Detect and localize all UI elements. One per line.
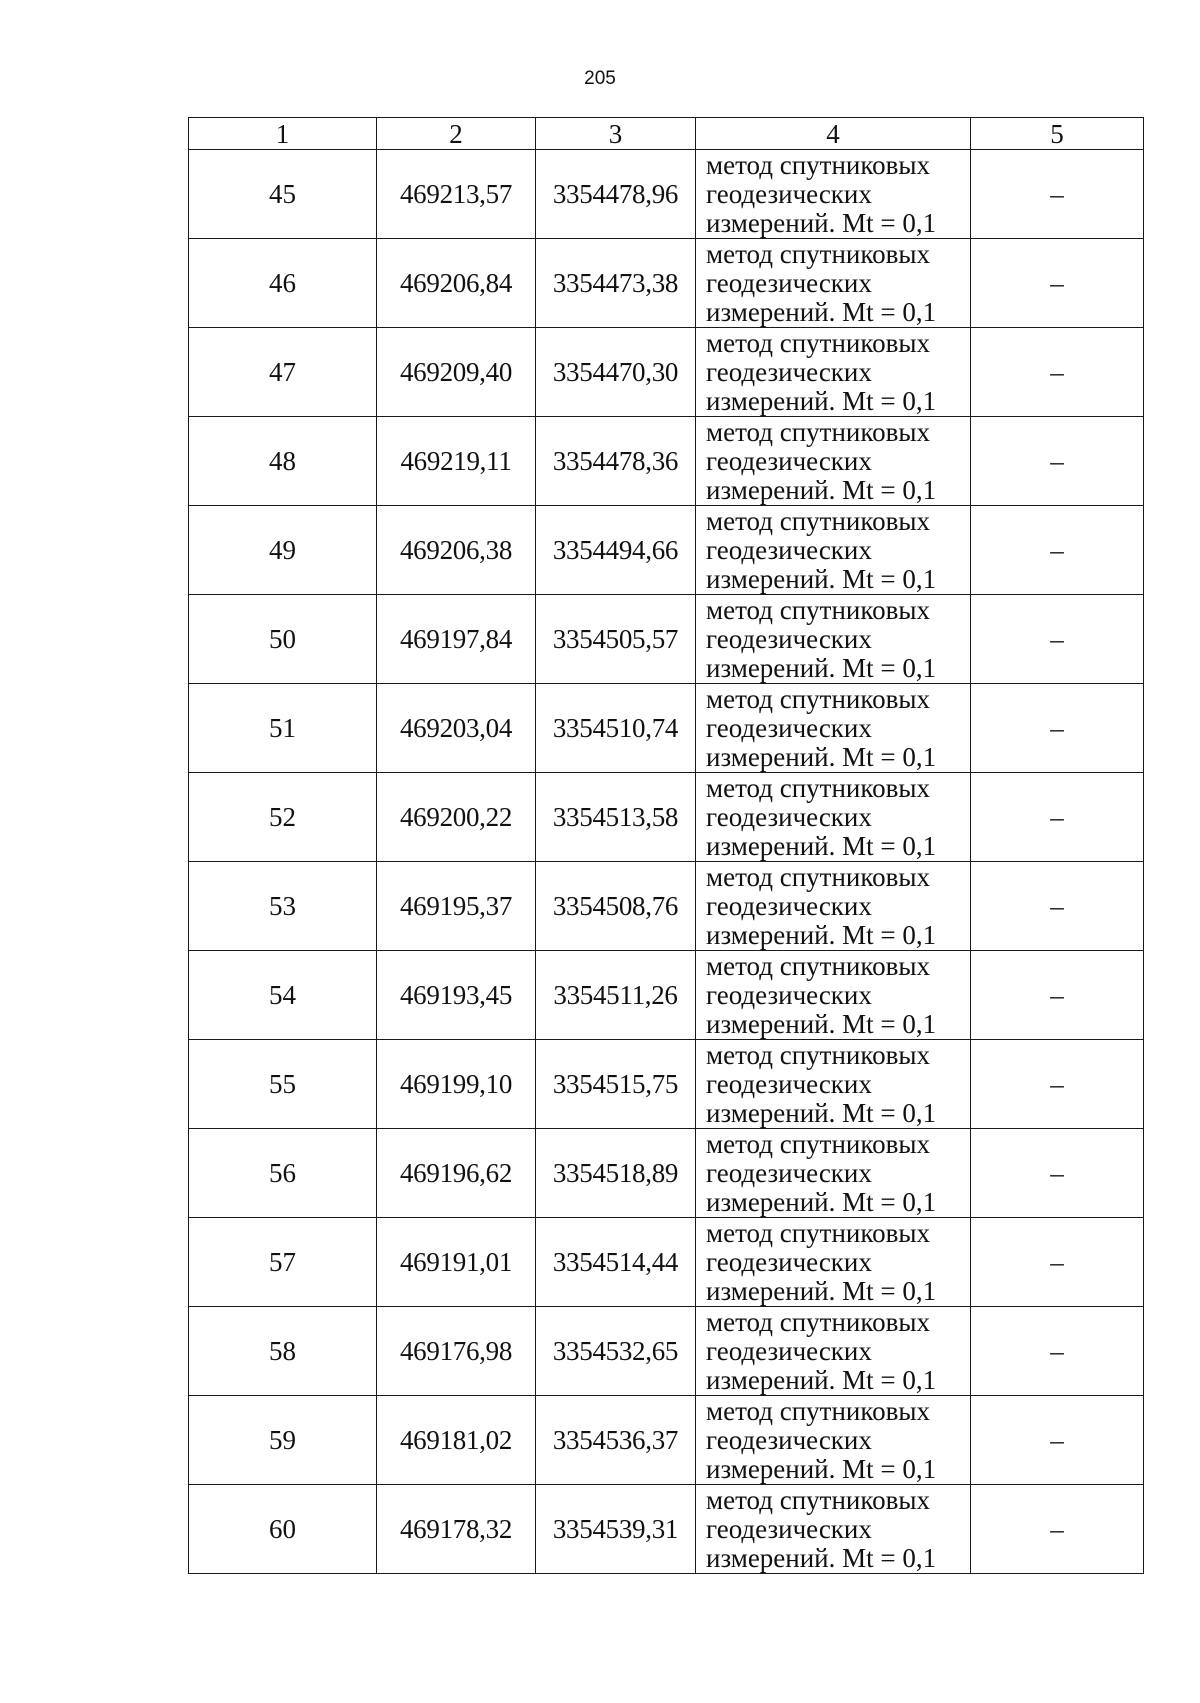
column-header: 5 bbox=[971, 118, 1144, 150]
method-line: измерений. Mt = 0,1 bbox=[706, 919, 937, 950]
method-line: измерений. Mt = 0,1 bbox=[706, 1364, 937, 1395]
method-line: метод спутниковых bbox=[706, 1306, 930, 1337]
y-coordinate-cell: 3354494,66 bbox=[536, 506, 696, 595]
note-cell: – bbox=[971, 1040, 1144, 1129]
method-line: геодезических bbox=[706, 445, 872, 476]
method-line: измерений. Mt = 0,1 bbox=[706, 563, 937, 594]
table-row bbox=[189, 862, 1144, 951]
x-coordinate-cell: 469199,10 bbox=[377, 1040, 536, 1129]
y-coordinate-cell: 3354505,57 bbox=[536, 595, 696, 684]
method-cell bbox=[696, 328, 971, 417]
y-coordinate-cell: 3354508,76 bbox=[536, 862, 696, 951]
y-coordinate-cell: 3354518,89 bbox=[536, 1129, 696, 1218]
table-row bbox=[189, 239, 1144, 328]
method-line: метод спутниковых bbox=[706, 1128, 930, 1159]
x-coordinate-cell: 469181,02 bbox=[377, 1396, 536, 1485]
point-number-cell: 46 bbox=[189, 239, 377, 328]
method-line: геодезических bbox=[706, 1246, 872, 1277]
table-row bbox=[189, 773, 1144, 862]
note-cell: – bbox=[971, 1485, 1144, 1574]
y-coordinate-cell: 3354470,30 bbox=[536, 328, 696, 417]
method-line: метод спутниковых bbox=[706, 1039, 930, 1070]
method-cell bbox=[696, 1040, 971, 1129]
method-line: измерений. Mt = 0,1 bbox=[706, 296, 937, 327]
method-line: метод спутниковых bbox=[706, 1484, 930, 1515]
method-line: метод спутниковых bbox=[706, 1217, 930, 1248]
note-cell: – bbox=[971, 1396, 1144, 1485]
y-coordinate-cell: 3354511,26 bbox=[536, 951, 696, 1040]
note-cell: – bbox=[971, 773, 1144, 862]
point-number-cell: 48 bbox=[189, 417, 377, 506]
method-line: метод спутниковых bbox=[706, 238, 930, 269]
method-cell bbox=[696, 684, 971, 773]
note-cell: – bbox=[971, 1218, 1144, 1307]
method-line: геодезических bbox=[706, 534, 872, 565]
method-line: измерений. Mt = 0,1 bbox=[706, 1186, 937, 1217]
method-cell bbox=[696, 951, 971, 1040]
note-cell: – bbox=[971, 684, 1144, 773]
method-line: геодезических bbox=[706, 356, 872, 387]
x-coordinate-cell: 469178,32 bbox=[377, 1485, 536, 1574]
y-coordinate-cell: 3354478,36 bbox=[536, 417, 696, 506]
method-line: геодезических bbox=[706, 1068, 872, 1099]
point-number-cell: 54 bbox=[189, 951, 377, 1040]
table-row bbox=[189, 1218, 1144, 1307]
x-coordinate-cell: 469219,11 bbox=[377, 417, 536, 506]
x-coordinate-cell: 469213,57 bbox=[377, 150, 536, 239]
table-row bbox=[189, 328, 1144, 417]
y-coordinate-cell: 3354514,44 bbox=[536, 1218, 696, 1307]
method-line: геодезических bbox=[706, 979, 872, 1010]
table-row bbox=[189, 684, 1144, 773]
table-row bbox=[189, 417, 1144, 506]
y-coordinate-cell: 3354532,65 bbox=[536, 1307, 696, 1396]
method-line: геодезических bbox=[706, 1424, 872, 1455]
note-cell: – bbox=[971, 417, 1144, 506]
point-number-cell: 51 bbox=[189, 684, 377, 773]
point-number-cell: 60 bbox=[189, 1485, 377, 1574]
table-row bbox=[189, 595, 1144, 684]
point-number-cell: 52 bbox=[189, 773, 377, 862]
table-row bbox=[189, 1307, 1144, 1396]
method-line: метод спутниковых bbox=[706, 950, 930, 981]
table-row bbox=[189, 506, 1144, 595]
method-line: измерений. Mt = 0,1 bbox=[706, 207, 937, 238]
x-coordinate-cell: 469206,38 bbox=[377, 506, 536, 595]
point-number-cell: 47 bbox=[189, 328, 377, 417]
method-line: измерений. Mt = 0,1 bbox=[706, 1008, 937, 1039]
table-body bbox=[189, 150, 1144, 1574]
note-cell: – bbox=[971, 328, 1144, 417]
method-line: измерений. Mt = 0,1 bbox=[706, 385, 937, 416]
x-coordinate-cell: 469200,22 bbox=[377, 773, 536, 862]
method-line: геодезических bbox=[706, 712, 872, 743]
method-cell bbox=[696, 1129, 971, 1218]
point-number-cell: 58 bbox=[189, 1307, 377, 1396]
method-line: геодезических bbox=[706, 623, 872, 654]
y-coordinate-cell: 3354515,75 bbox=[536, 1040, 696, 1129]
method-line: геодезических bbox=[706, 178, 872, 209]
method-line: геодезических bbox=[706, 890, 872, 921]
table-row bbox=[189, 951, 1144, 1040]
x-coordinate-cell: 469209,40 bbox=[377, 328, 536, 417]
column-header: 1 bbox=[189, 118, 377, 150]
point-number-cell: 55 bbox=[189, 1040, 377, 1129]
method-line: метод спутниковых bbox=[706, 505, 930, 536]
table-row bbox=[189, 1040, 1144, 1129]
x-coordinate-cell: 469196,62 bbox=[377, 1129, 536, 1218]
method-line: измерений. Mt = 0,1 bbox=[706, 741, 937, 772]
method-line: геодезических bbox=[706, 267, 872, 298]
table-row bbox=[189, 1396, 1144, 1485]
x-coordinate-cell: 469206,84 bbox=[377, 239, 536, 328]
point-number-cell: 50 bbox=[189, 595, 377, 684]
method-line: геодезических bbox=[706, 1157, 872, 1188]
y-coordinate-cell: 3354510,74 bbox=[536, 684, 696, 773]
method-line: метод спутниковых bbox=[706, 149, 930, 180]
note-cell: – bbox=[971, 595, 1144, 684]
coordinates-table bbox=[188, 117, 1144, 1574]
point-number-cell: 57 bbox=[189, 1218, 377, 1307]
note-cell: – bbox=[971, 862, 1144, 951]
method-cell bbox=[696, 1396, 971, 1485]
method-line: метод спутниковых bbox=[706, 861, 930, 892]
table-row bbox=[189, 1129, 1144, 1218]
method-line: измерений. Mt = 0,1 bbox=[706, 1275, 937, 1306]
note-cell: – bbox=[971, 951, 1144, 1040]
y-coordinate-cell: 3354536,37 bbox=[536, 1396, 696, 1485]
x-coordinate-cell: 469191,01 bbox=[377, 1218, 536, 1307]
method-line: метод спутниковых bbox=[706, 1395, 930, 1426]
method-cell bbox=[696, 1307, 971, 1396]
y-coordinate-cell: 3354473,38 bbox=[536, 239, 696, 328]
note-cell: – bbox=[971, 239, 1144, 328]
method-line: измерений. Mt = 0,1 bbox=[706, 1542, 937, 1573]
table-row bbox=[189, 1485, 1144, 1574]
method-line: измерений. Mt = 0,1 bbox=[706, 1453, 937, 1484]
method-line: измерений. Mt = 0,1 bbox=[706, 474, 937, 505]
point-number-cell: 49 bbox=[189, 506, 377, 595]
column-header: 3 bbox=[536, 118, 696, 150]
method-line: метод спутниковых bbox=[706, 683, 930, 714]
method-line: измерений. Mt = 0,1 bbox=[706, 1097, 937, 1128]
method-cell bbox=[696, 1485, 971, 1574]
point-number-cell: 53 bbox=[189, 862, 377, 951]
x-coordinate-cell: 469195,37 bbox=[377, 862, 536, 951]
method-line: метод спутниковых bbox=[706, 327, 930, 358]
x-coordinate-cell: 469197,84 bbox=[377, 595, 536, 684]
method-line: геодезических bbox=[706, 1335, 872, 1366]
page-number: 205 bbox=[584, 68, 616, 89]
column-header: 4 bbox=[696, 118, 971, 150]
note-cell: – bbox=[971, 1129, 1144, 1218]
column-header: 2 bbox=[377, 118, 536, 150]
note-cell: – bbox=[971, 506, 1144, 595]
method-line: метод спутниковых bbox=[706, 416, 930, 447]
note-cell: – bbox=[971, 1307, 1144, 1396]
table-row bbox=[189, 150, 1144, 239]
table-header-row bbox=[189, 118, 1144, 150]
method-cell bbox=[696, 1218, 971, 1307]
method-line: измерений. Mt = 0,1 bbox=[706, 652, 937, 683]
method-cell bbox=[696, 862, 971, 951]
method-line: геодезических bbox=[706, 1513, 872, 1544]
y-coordinate-cell: 3354513,58 bbox=[536, 773, 696, 862]
point-number-cell: 59 bbox=[189, 1396, 377, 1485]
method-cell bbox=[696, 773, 971, 862]
method-cell bbox=[696, 506, 971, 595]
note-cell: – bbox=[971, 150, 1144, 239]
y-coordinate-cell: 3354478,96 bbox=[536, 150, 696, 239]
method-line: геодезических bbox=[706, 801, 872, 832]
method-cell bbox=[696, 239, 971, 328]
x-coordinate-cell: 469176,98 bbox=[377, 1307, 536, 1396]
y-coordinate-cell: 3354539,31 bbox=[536, 1485, 696, 1574]
method-cell bbox=[696, 417, 971, 506]
method-cell bbox=[696, 150, 971, 239]
method-cell bbox=[696, 595, 971, 684]
x-coordinate-cell: 469203,04 bbox=[377, 684, 536, 773]
x-coordinate-cell: 469193,45 bbox=[377, 951, 536, 1040]
method-line: метод спутниковых bbox=[706, 772, 930, 803]
point-number-cell: 45 bbox=[189, 150, 377, 239]
method-line: метод спутниковых bbox=[706, 594, 930, 625]
point-number-cell: 56 bbox=[189, 1129, 377, 1218]
method-line: измерений. Mt = 0,1 bbox=[706, 830, 937, 861]
